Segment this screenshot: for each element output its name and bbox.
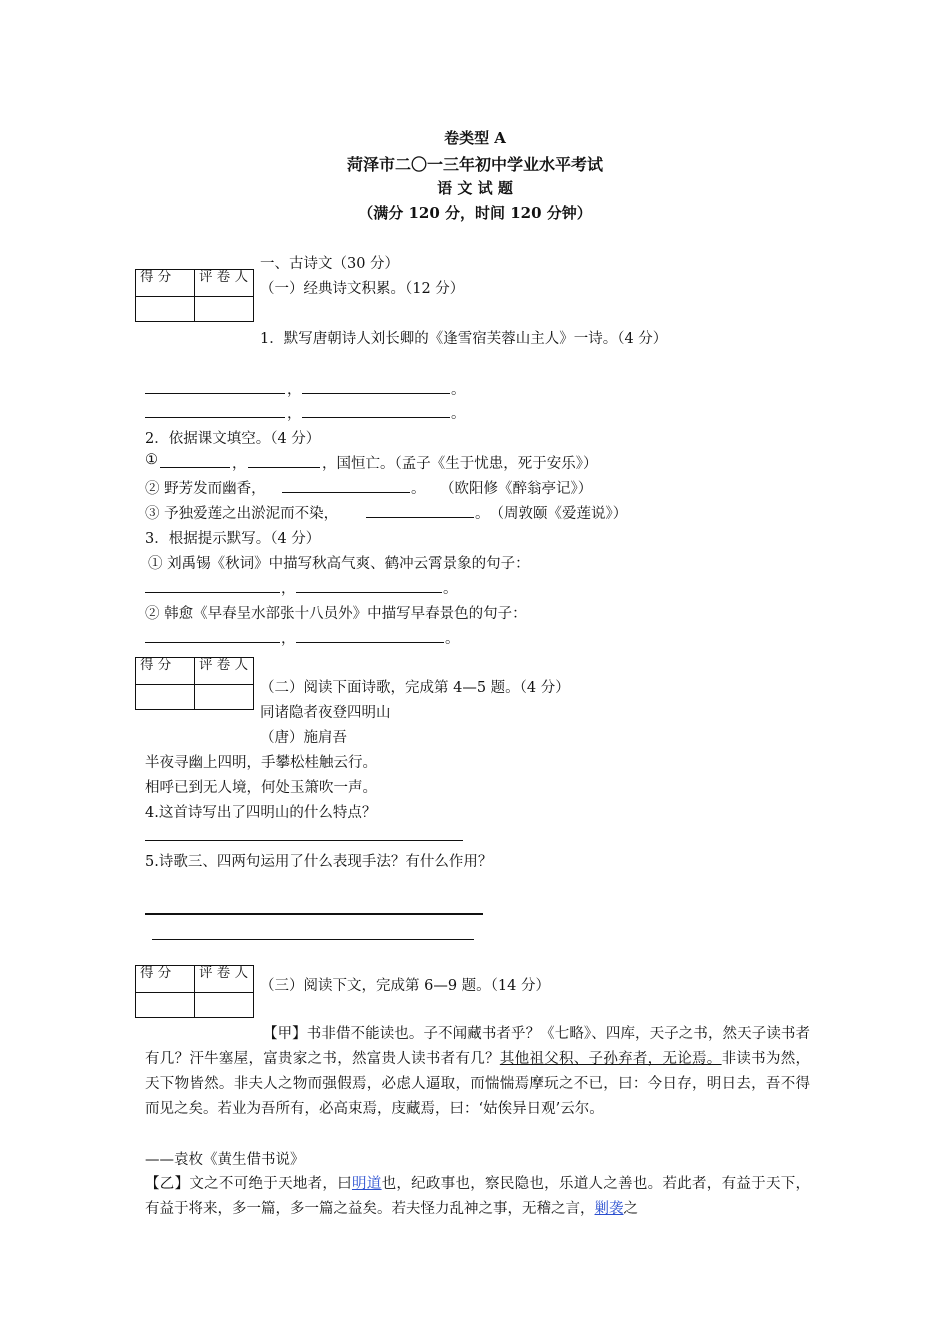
score-box-2 <box>135 657 254 710</box>
grader-label: 评 卷 人 <box>195 966 254 993</box>
grader-label: 评 卷 人 <box>195 658 254 685</box>
poem-line-1: 半夜寻幽上四明，手攀松桂触云行。 <box>145 755 377 771</box>
score-label: 得 分 <box>136 270 195 297</box>
question-3: 3．根据提示默写。（4 分） <box>145 531 321 547</box>
question-5: 5.诗歌三、四两句运用了什么表现手法？有什么作用？ <box>145 854 493 870</box>
grader-label: 评 卷 人 <box>195 270 254 297</box>
period: 。 <box>443 581 458 597</box>
part3-heading: （三）阅读下文，完成第 6—9 题。（14 分） <box>260 978 550 994</box>
answer-blank[interactable] <box>145 642 280 643</box>
answer-blank[interactable] <box>145 592 280 593</box>
comma: ， <box>281 581 296 597</box>
passage-mark-yi: 【乙】 <box>145 1176 190 1192</box>
comma: ， <box>287 382 302 398</box>
score-box-1 <box>135 269 254 322</box>
answer-line-q5[interactable] <box>152 939 474 940</box>
period: 。 <box>451 406 466 422</box>
question-1: 1．默写唐朝诗人刘长卿的《逢雪宿芙蓉山主人》一诗。（4 分） <box>260 331 668 347</box>
passage-text: 非读书为然，天下物皆然。非夫人之物而强假焉，必虑人逼取，而惴惴焉摩玩之不已，曰：今日存，明日去，吾不得而见之矣。若业为吾所有，必高束焉，庋藏焉，曰：‘姑俟异日观’云尔。 <box>145 1051 811 1117</box>
term-link-mingdao[interactable]: 明道 <box>351 1176 382 1192</box>
score-box-3 <box>135 965 254 1018</box>
score-cell[interactable] <box>136 685 195 710</box>
poem-line-2: 相呼已到无人境，何处玉箫吹一声。 <box>145 780 377 796</box>
q2-1-text: ，国恒亡。（孟子《生于忧患，死于安乐》） <box>322 456 598 472</box>
answer-blank[interactable] <box>160 467 230 468</box>
comma: ， <box>281 631 296 647</box>
part1-heading: （一）经典诗文积累。（12 分） <box>260 281 465 297</box>
q2-2-text: ② 野芳发而幽香， <box>145 481 266 497</box>
answer-blank[interactable] <box>145 393 285 394</box>
item-marker: ① <box>145 452 158 468</box>
answer-blank[interactable] <box>145 417 285 418</box>
part2-heading: （二）阅读下面诗歌，完成第 4—5 题。（4 分） <box>260 680 570 696</box>
passage-text: 也，纪政事也，察民隐也，乐道人之善也。若此者，有益于天下，有益于将来，多一篇，多一篇之益矣。若夫怪力乱神之事，无稽之言， <box>145 1176 811 1217</box>
q3-1-prompt: ① 刘禹锡《秋词》中描写秋高气爽、鹤冲云霄景象的句子： <box>148 556 530 572</box>
poem-author: （唐）施肩吾 <box>260 730 347 746</box>
exam-type: 卷类型 A <box>444 129 506 147</box>
comma: ， <box>232 456 247 472</box>
underlined-sentence: 其他祖父积、子孙弃者，无论焉。 <box>499 1051 722 1067</box>
poem-title: 同诸隐者夜登四明山 <box>260 705 391 721</box>
subject-title: 语 文 试 题 <box>437 179 513 197</box>
score-label: 得 分 <box>136 658 195 685</box>
grader-cell[interactable] <box>195 993 254 1018</box>
answer-blank[interactable] <box>296 592 442 593</box>
score-cell[interactable] <box>136 297 195 322</box>
score-label: 得 分 <box>136 966 195 993</box>
passage-text: 之 <box>623 1201 638 1217</box>
answer-blank[interactable] <box>282 492 410 493</box>
question-4: 4.这首诗写出了四明山的什么特点？ <box>145 805 377 821</box>
passage-text: 文之不可绝于天地者，曰 <box>189 1176 352 1192</box>
answer-blank[interactable] <box>366 517 474 518</box>
score-time: （满分 120 分，时间 120 分钟） <box>358 204 592 222</box>
passage-source: ——袁枚《黄生借书说》 <box>145 1152 305 1168</box>
q2-2-source: 。 （欧阳修《醉翁亭记》） <box>411 481 593 497</box>
question-2: 2．依据课文填空。（4 分） <box>145 431 321 447</box>
score-cell[interactable] <box>136 993 195 1018</box>
answer-blank[interactable] <box>296 642 444 643</box>
answer-blank[interactable] <box>248 467 320 468</box>
answer-line-q4[interactable] <box>145 840 463 841</box>
answer-blank[interactable] <box>302 417 450 418</box>
answer-blank[interactable] <box>302 393 450 394</box>
comma: ， <box>287 406 302 422</box>
section1-heading: 一、古诗文（30 分） <box>260 256 400 272</box>
passage-yi <box>145 1172 810 1222</box>
grader-cell[interactable] <box>195 685 254 710</box>
exam-title: 菏泽市二〇一三年初中学业水平考试 <box>346 155 603 174</box>
period: 。 <box>451 382 466 398</box>
q3-2-prompt: ② 韩愈《早春呈水部张十八员外》中描写早春景色的句子： <box>145 606 527 622</box>
answer-line-q5[interactable] <box>145 913 483 915</box>
passage-mark-jia: 【甲】 <box>263 1026 307 1042</box>
passage-text: 书非借不能读也。子不闻藏书者乎？《七略》、四库，天子之书，然天子读书者有几？汗牛塞屋，富贵家之书，然富贵人读书者有几？ <box>145 1026 810 1067</box>
q2-3-source: 。 （周敦颐《爱莲说》） <box>475 506 628 522</box>
term-link-jiaoxi[interactable]: 剿袭 <box>594 1201 624 1217</box>
passage-jia <box>145 1022 810 1122</box>
q2-3-text: ③ 予独爱莲之出淤泥而不染， <box>145 506 339 522</box>
grader-cell[interactable] <box>195 297 254 322</box>
period: 。 <box>445 631 460 647</box>
